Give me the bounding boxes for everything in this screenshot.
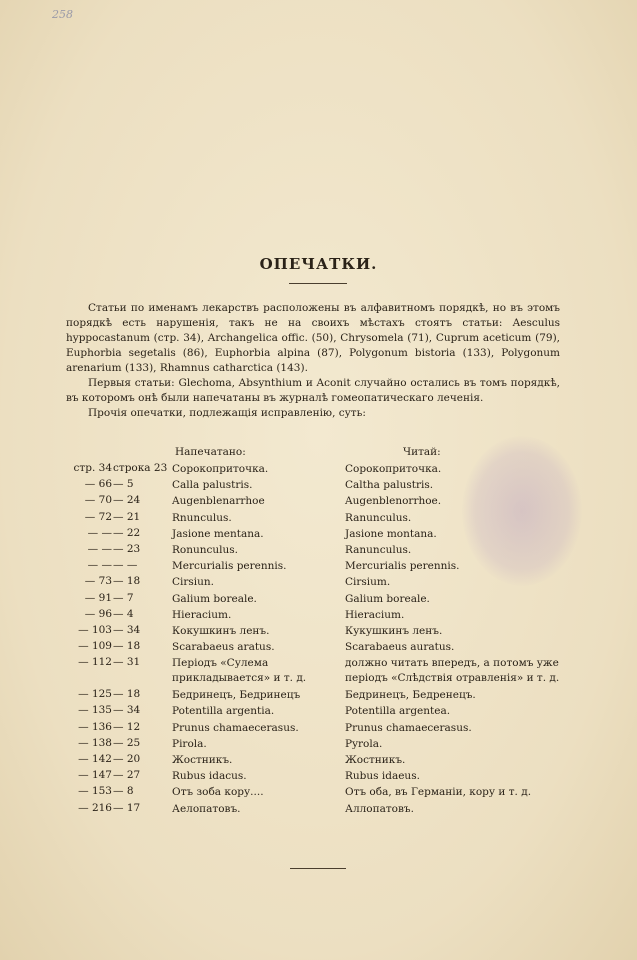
errata-corrected: Жостникъ. [345,754,406,766]
errata-printed: Cirsiun. [172,576,215,589]
errata-line: — 22 [113,526,141,539]
errata-row [66,737,566,753]
errata-corrected: Rubus idaeus. [345,770,420,783]
errata-line: — 20 [113,753,141,765]
errata-line: — 5 [113,478,134,491]
errata-corrected: Prunus chamaecerasus. [345,721,472,734]
errata-corrected: Galium boreale. [345,592,430,605]
library-stamp [462,436,582,586]
errata-printed: Augenblenarrhoe [172,495,265,508]
errata-row [66,721,566,737]
page-title: ОПЕЧАТКИ. [259,255,378,273]
errata-page: — — [87,526,112,539]
errata-corrected: Caltha palustris. [345,479,434,492]
errata-page: — 136 [78,720,112,733]
errata-line: строка 23 [113,462,168,474]
errata-printed: Rnunculus. [172,511,232,524]
errata-page: — 142 [78,753,112,765]
intro-paragraph: Прочія опечатки, подлежащія исправленію, суть: [88,407,366,419]
errata-corrected: Jasione montana. [345,527,437,540]
errata-corrected: Scarabaeus auratus. [345,641,455,654]
errata-printed: Scarabaeus aratus. [172,641,275,654]
errata-page: — 216 [78,801,112,814]
errata-corrected: Cirsium. [345,576,391,589]
errata-line: — 17 [113,801,141,814]
errata-corrected: Potentilla argentea. [345,705,451,718]
errata-printed: Galium boreale. [172,592,257,605]
errata-row [66,753,566,769]
errata-row [66,575,566,591]
errata-printed: Jasione mentana. [172,527,264,540]
errata-line: — 18 [113,640,141,653]
errata-page: — 70 [84,494,112,507]
errata-printed: Аелопатовъ. [172,802,241,815]
errata-line: — 18 [113,688,141,701]
errata-line: — 34 [113,704,141,717]
errata-page: — 72 [84,510,112,523]
footer-divider [290,868,346,869]
errata-line: — 12 [113,720,141,733]
errata-row [66,704,566,720]
errata-printed: Ronunculus. [172,543,239,556]
errata-printed: Potentilla argentia. [172,705,275,718]
errata-page: — 138 [78,736,112,749]
errata-line: — 8 [113,785,134,798]
errata-row [66,688,566,704]
errata-printed: Rubus idacus. [172,770,247,783]
errata-page: — 103 [78,623,112,636]
errata-row [66,608,566,624]
errata-row [66,769,566,785]
errata-corrected: Отъ оба, въ Германіи, кору и т. д. [345,786,532,799]
errata-page: — 73 [84,575,112,588]
errata-line: — 25 [113,736,141,749]
errata-line: — 23 [113,542,141,555]
errata-line: — 4 [113,607,134,620]
errata-printed: Hieracium. [172,608,232,621]
intro-paragraph: Статьи по именамъ лекарствъ расположены въ алфавитномъ порядкѣ, но въ этомъ порядкѣ есть нарушенія, такъ не на своихъ мѣстахъ стоятъ статьи: Aesculus hyppocastanum (стр. 34), Archangelica offic. (50), Chrysomela (71), Cuprum aceticum (79), Euphorbia segetalis (86), Euphorbia alpina (87), Polygonum bistoria (133), Polygonum arenarium (133), Rhamnus catharctica (143). [66,302,560,374]
errata-line: — 7 [113,591,134,604]
errata-row [66,640,566,656]
handwritten-page-number: 258 [52,8,73,21]
errata-corrected: Аллопатовъ. [345,802,414,815]
errata-printed: Отъ зоба кору.... [172,786,264,799]
errata-printed: Calla palustris. [172,479,253,492]
errata-printed: Prunus chamaecerasus. [172,721,299,734]
errata-line: — 31 [113,656,141,669]
errata-corrected: Сорокоприточка. [345,463,442,475]
errata-page: — 66 [84,478,112,491]
errata-page: — 147 [78,769,112,782]
errata-printed: Сорокоприточка. [172,463,269,475]
intro-paragraph: Первыя статьи: Glechoma, Absynthium и Aconit случайно остались въ томъ порядкѣ, въ которомъ онѣ были напечатаны въ журналѣ гомеопатическаго леченія. [66,377,560,404]
errata-line: — 21 [113,510,141,523]
errata-row [66,785,566,801]
errata-corrected: Бедринецъ, Бедренецъ. [345,689,476,702]
errata-corrected: Кукушкинъ ленъ. [345,624,443,637]
errata-page: стр. 34 [73,462,112,474]
errata-line: — 34 [113,623,141,636]
errata-printed: Pirola. [172,737,207,750]
errata-page: — 91 [84,591,112,604]
errata-page: — 109 [78,640,112,653]
errata-corrected: Pyrola. [345,737,383,750]
errata-page: — 125 [78,688,112,701]
header-printed: Напечатано: [175,446,246,458]
errata-printed: Mercurialis perennis. [172,560,287,573]
errata-corrected: Hieracium. [345,608,405,621]
errata-line: — — [113,559,138,572]
errata-printed: Бедринецъ, Бедринецъ [172,689,301,702]
errata-corrected: Ranunculus. [345,511,412,524]
title-divider [289,283,347,284]
errata-printed: Періодъ «Сулема прикладывается» и т. д. [172,657,307,685]
errata-line: — 18 [113,575,141,588]
errata-page: — 135 [78,704,112,717]
errata-page: — 96 [84,607,112,620]
errata-page: — — [87,559,112,572]
errata-row [66,592,566,608]
errata-page: — 112 [78,656,112,669]
errata-corrected: Augenblenorrhoe. [345,495,442,508]
errata-corrected: Mercurialis perennis. [345,560,460,573]
errata-row [66,656,566,688]
errata-corrected: Ranunculus. [345,543,412,556]
errata-printed: Жостникъ. [172,754,233,766]
errata-page: — — [87,542,112,555]
errata-corrected: должно читать впередъ, а потомъ уже періодъ «Слѣдствія отравленія» и т. д. [345,657,560,685]
header-read: Читай: [403,446,441,458]
errata-row [66,802,566,818]
errata-line: — 24 [113,494,141,507]
errata-row [66,624,566,640]
errata-page: — 153 [78,785,112,798]
intro-text [66,301,560,421]
errata-line: — 27 [113,769,141,782]
errata-printed: Кокушкинъ ленъ. [172,624,270,637]
